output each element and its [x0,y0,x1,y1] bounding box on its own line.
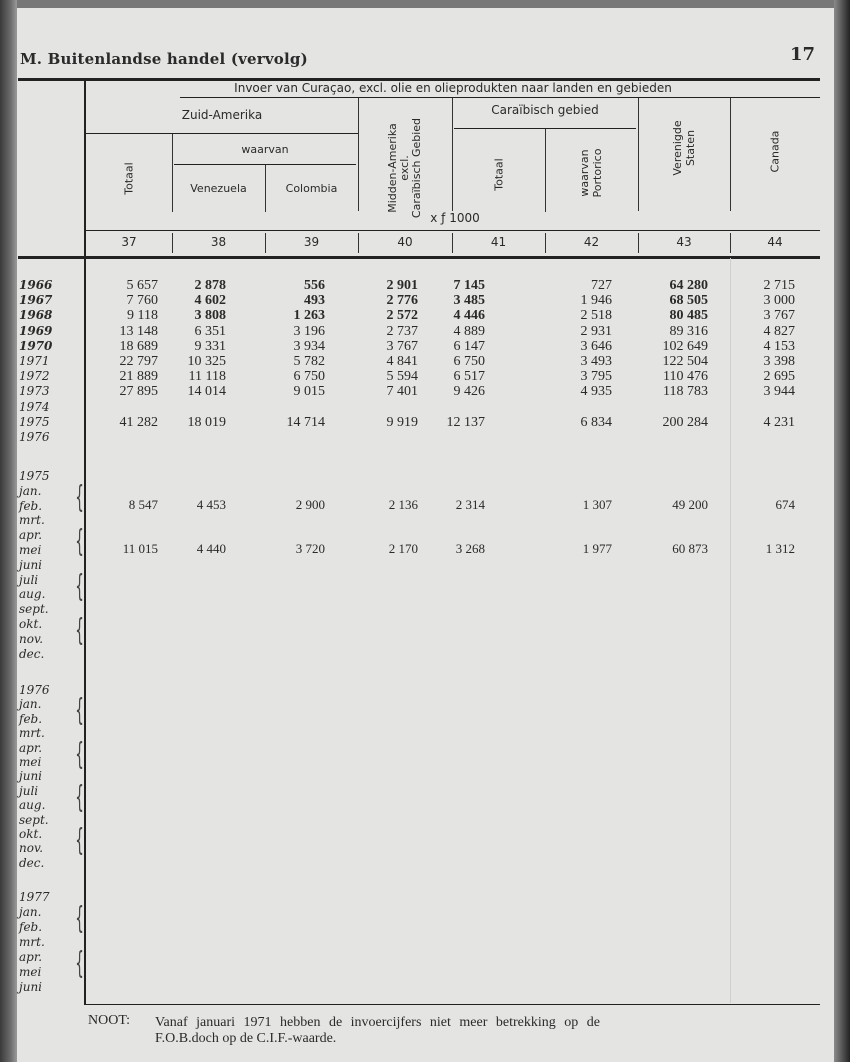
quarter-brace: { [75,568,84,604]
row-label-year: 1968 [19,308,53,323]
table-cell: 493 [304,293,325,309]
table-cell: 4 231 [763,414,795,430]
table-cell: 7 401 [386,384,418,400]
header-caraibisch-totaal: Totaal [492,158,506,191]
quarter-brace: { [75,693,84,729]
quarter-brace: { [75,823,84,858]
table-cell: 1 307 [582,496,612,512]
divider [265,233,266,253]
row-label-year: 1966 [19,278,53,292]
table-cell: 6 750 [293,369,325,385]
table-cell: 13 148 [119,323,158,339]
row-label-month: juli [19,572,39,587]
table-cell: 89 316 [669,323,708,339]
header-midden-line1: Midden-Amerika [386,123,399,213]
column-number: 44 [767,235,783,249]
header-verenigde-staten [671,98,697,198]
unit-label: x ƒ 1000 [430,211,480,225]
divider [452,98,453,211]
divider [545,129,546,212]
divider [172,233,173,253]
table-cell: 1 946 [580,293,612,309]
row-label-month: mei [19,755,42,769]
row-label-month: nov. [19,631,44,646]
row-label-month: apr. [19,528,43,543]
divider [730,233,731,253]
row-label-month: aug. [19,587,46,602]
quarter-brace: { [75,901,84,936]
section-title: M. Buitenlandse handel (vervolg) [20,50,308,68]
table-cell: 3 808 [194,308,226,324]
table-cell: 14 714 [286,414,325,430]
column-number: 37 [121,235,137,249]
table-cell: 2 572 [386,308,418,324]
row-label-year: 1970 [19,338,53,353]
table-cell: 6 147 [453,338,485,354]
column-number: 42 [583,235,600,249]
header-bottom-rule [18,256,820,259]
page-number: 17 [790,44,816,65]
row-label-month: juli [19,783,39,798]
quarter-brace: { [75,479,84,515]
table-cell: 11 015 [122,541,158,556]
header-waarvan: waarvan [241,143,289,156]
divider [358,233,359,253]
table-cell: 1 312 [765,541,795,556]
table-cell: 1 263 [293,308,325,324]
header-midden-line3: Caraïbisch Gebied [410,117,423,219]
row-label-month: juni [19,980,43,994]
divider [638,98,639,211]
row-label-month: feb. [19,711,43,726]
table-cell: 110 476 [663,369,708,385]
table-cell: 3 795 [580,369,612,385]
table-cell: 6 834 [580,414,612,430]
column-number: 41 [490,235,507,249]
row-label-month: sept. [19,812,49,827]
title-rule [180,97,820,98]
table-cell: 18 019 [187,414,226,430]
table-cell: 6 351 [194,323,226,339]
table-cell: 3 493 [580,354,612,369]
row-label-year: 1971 [19,354,50,368]
table-cell: 4 827 [763,323,795,339]
table-cell: 2 901 [386,278,418,293]
row-label-month: apr. [19,950,43,964]
divider [545,233,546,253]
table-cell: 80 485 [669,308,708,324]
page-binding-shadow [0,0,17,1062]
table-cell: 9 426 [453,384,485,400]
table-cell: 3 767 [386,338,418,354]
divider [265,165,266,212]
row-label-month: okt. [19,617,43,631]
header-portorico-line1: waarvan [578,149,591,197]
row-label-year: 1976 [19,430,50,444]
row-label-year: 1976 [19,683,50,697]
page-right-edge [834,0,850,1062]
row-label-month: juni [19,769,43,784]
divider [638,233,639,253]
table-cell: 2 518 [580,308,612,324]
column-number: 40 [397,235,413,249]
column-number: 39 [303,235,320,249]
table-cell: 4 889 [453,323,485,339]
table-cell: 9 015 [293,384,325,400]
table-cell: 2 136 [388,496,418,512]
table-cell: 14 014 [187,384,226,400]
table-cell: 200 284 [662,414,708,430]
table-cell: 22 797 [119,354,158,369]
header-venezuela: Venezuela [190,182,247,195]
footnote-label: NOOT: [88,1013,131,1028]
table-cell: 1 977 [582,541,612,556]
table-cell: 3 944 [763,384,795,400]
row-label-month: juni [19,557,43,572]
row-label-month: dec. [19,855,45,870]
row-label-month: jan. [19,905,42,919]
table-cell: 41 282 [119,414,158,430]
table-cell: 3 268 [455,541,485,556]
row-label-month: feb. [19,920,43,934]
column-number: 43 [676,235,692,249]
quarter-brace: { [75,736,84,772]
table-cell: 10 325 [187,354,226,369]
table-cell: 556 [304,278,325,293]
row-label-month: okt. [19,827,43,841]
table-cell: 2 776 [386,293,418,309]
footnote-line1: Vanaf januari 1971 hebben de invoercijfers niet meer betrekking op de [155,1015,600,1030]
row-label-year: 1967 [19,293,53,308]
table-cell: 4 440 [196,541,226,556]
table-cell: 118 783 [663,384,708,400]
table-cell: 2 170 [388,541,418,556]
table-cell: 5 782 [293,354,325,369]
row-label-year: 1977 [19,890,50,904]
header-canada: Canada [768,130,782,173]
divider [452,233,453,253]
row-label-month: mrt. [19,513,45,528]
table-cell: 3 196 [293,323,325,339]
table-cell: 2 900 [295,496,325,512]
row-label-month: apr. [19,740,43,755]
table-cell: 7 760 [126,293,158,309]
header-midden-line2: excl. [398,155,411,181]
table-cell: 18 689 [119,338,158,354]
header-zuid-amerika: Zuid-Amerika [181,108,263,122]
rule [86,230,820,231]
quarter-brace: { [75,946,84,981]
table-cell: 3 720 [295,541,325,556]
row-label-year: 1969 [19,323,53,338]
table-cell: 9 118 [127,308,158,324]
quarter-brace: { [75,613,84,648]
divider [730,98,731,211]
label-column-divider [84,80,86,1005]
table-cell: 102 649 [662,338,708,354]
table-cell: 9 919 [386,414,418,430]
row-label-month: nov. [19,841,44,856]
divider [172,134,173,212]
table-cell: 122 504 [662,354,708,369]
table-cell: 2 737 [386,323,418,339]
header-portorico [578,123,604,223]
row-label-month: mei [19,965,42,979]
table-cell: 6 517 [453,369,485,385]
table-cell: 11 118 [188,369,226,385]
row-label-year: 1973 [19,384,50,399]
row-label-month: sept. [19,602,49,617]
header-portorico-line2: Portorico [591,148,604,198]
header-vs-line1: Verenigde [671,120,684,176]
header-caraibisch-gebied: Caraïbisch gebied [491,103,599,117]
table-cell: 9 331 [194,338,226,354]
row-label-month: feb. [19,498,43,513]
table-cell: 3 485 [453,293,485,309]
table-cell: 4 602 [194,293,226,309]
divider [358,98,359,211]
table-cell: 3 767 [763,308,795,324]
table-cell: 60 873 [672,541,708,556]
quarter-brace: { [75,524,84,560]
table-cell: 4 935 [580,384,612,400]
table-title: Invoer van Curaçao, excl. olie en olieprodukten naar landen en gebieden [234,81,672,95]
bottom-rule [86,1004,820,1005]
table-cell: 12 137 [446,414,485,430]
row-label-month: jan. [19,697,42,712]
table-cell: 4 841 [386,354,418,369]
table-cell: 27 895 [119,384,158,400]
table-cell: 3 000 [763,293,795,309]
row-label-month: mrt. [19,726,45,741]
page-top-edge [0,0,850,8]
row-label-month: jan. [19,483,42,498]
row-label-month: mei [19,543,42,557]
table-cell: 674 [775,496,795,512]
row-label-month: mrt. [19,935,45,949]
row-label-year: 1975 [19,469,50,483]
row-label-month: dec. [19,646,45,661]
table-cell: 8 547 [128,496,158,512]
table-cell: 5 657 [126,278,158,293]
table-cell: 3 934 [293,338,325,354]
row-label-year: 1972 [19,369,50,384]
table-cell: 21 889 [119,369,158,385]
header-colombia: Colombia [285,182,338,195]
table-cell: 727 [591,278,612,293]
header-vs-line2: Staten [684,129,697,167]
table-cell: 5 594 [386,369,418,385]
table-cell: 2 715 [763,278,795,293]
row-label-month: aug. [19,798,46,813]
header-midden-amerika [387,108,423,228]
table-cell: 49 200 [672,496,708,512]
table-cell: 2 878 [194,278,226,293]
table-cell: 6 750 [453,354,485,369]
table-cell: 2 695 [763,369,795,385]
table-cell: 4 153 [763,338,795,354]
table-cell: 2 931 [580,323,612,339]
column-number: 38 [210,235,227,249]
row-label-year: 1975 [19,414,50,429]
table-cell: 3 646 [580,338,612,354]
table-cell: 64 280 [669,278,708,293]
table-cell: 4 446 [453,308,485,324]
table-cell: 2 314 [455,496,485,512]
table-cell: 7 145 [453,278,485,293]
table-cell: 3 398 [763,354,795,369]
table-cell: 68 505 [669,293,708,309]
header-totaal: Totaal [122,162,136,195]
row-label-year: 1974 [19,399,50,414]
table-cell: 4 453 [196,496,226,512]
quarter-brace: { [75,779,84,815]
footnote-line2: F.O.B.doch op de C.I.F.-waarde. [155,1031,337,1046]
